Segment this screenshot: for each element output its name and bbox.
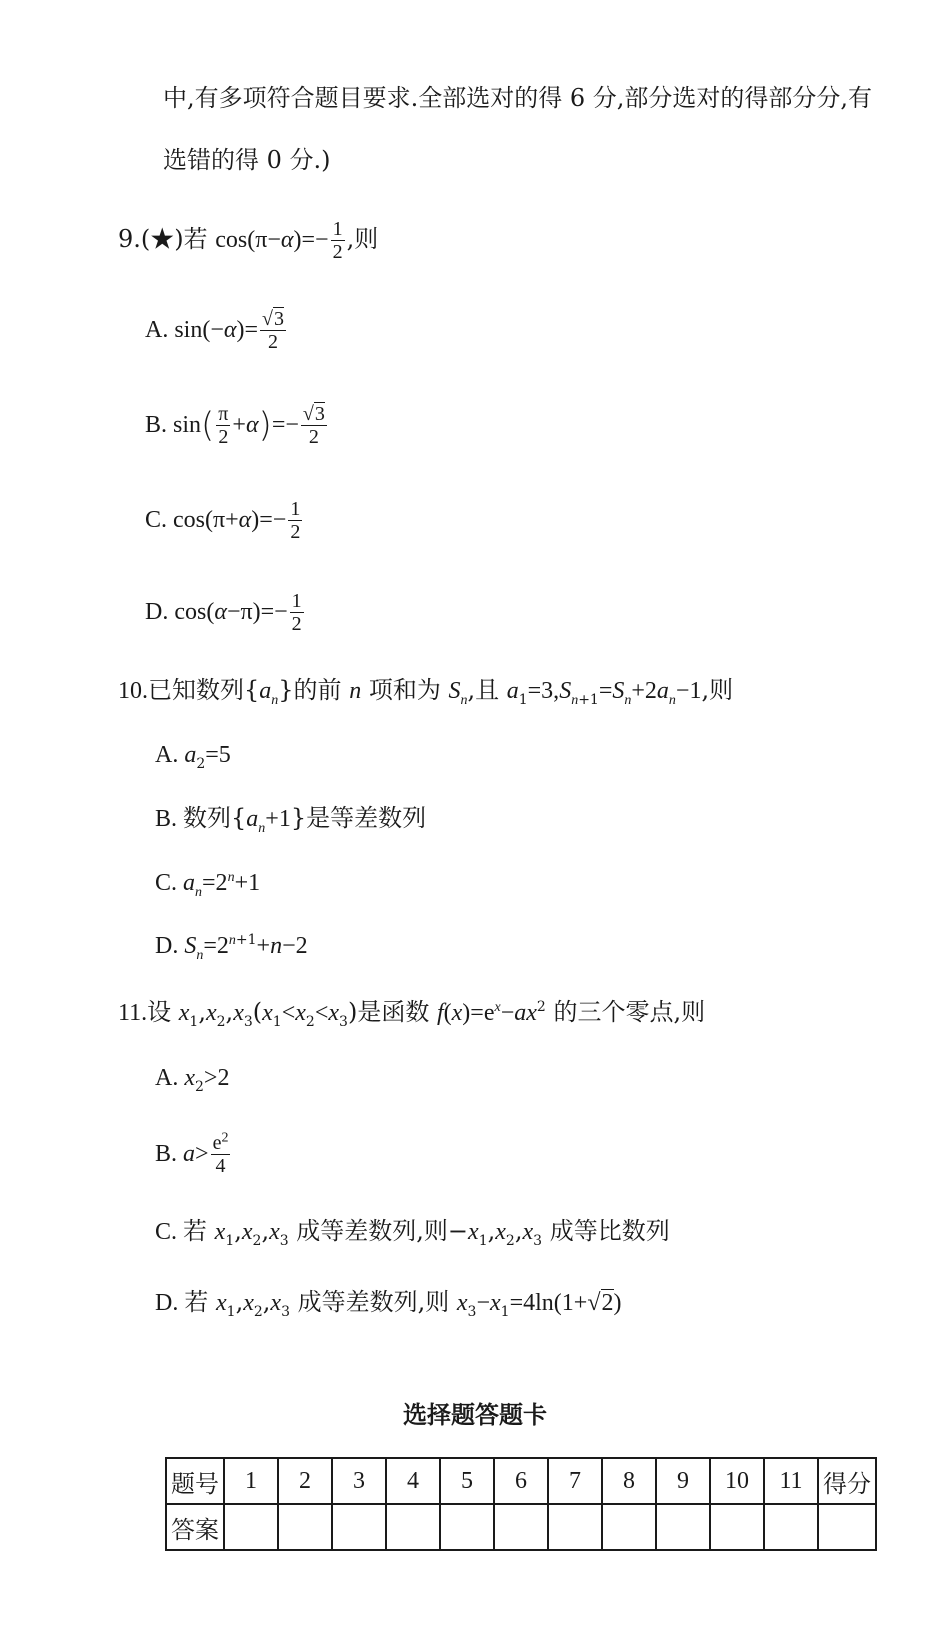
answer-cell[interactable]	[602, 1504, 656, 1550]
question-10-option-a: A. $a_2=5$	[155, 742, 231, 772]
question-11-option-a: A. $x_2>2$	[155, 1065, 230, 1095]
answer-cell[interactable]	[224, 1504, 278, 1550]
question-number-cell: 8	[602, 1458, 656, 1504]
answer-cell[interactable]	[656, 1504, 710, 1550]
question-number-cell: 7	[548, 1458, 602, 1504]
question-9-option-c: C. cos(π+α)=− $\frac{1}{2}$	[145, 498, 301, 543]
instructions-line-2: 选错的得 0 分.)	[163, 146, 331, 174]
star-icon: (★)	[140, 225, 184, 253]
question-number-cell: 10	[710, 1458, 764, 1504]
question-9-option-a: A. sin(−α)= $\frac{√3}{2}$	[145, 308, 284, 353]
answer-cell[interactable]	[764, 1504, 818, 1550]
question-10-stem: 10.已知数列$\{a_n\}$的前 n 项和为 $S_n$,且 $a_1=3,S_{n+1}=S_n+2a_n-1$,则	[118, 676, 734, 708]
answer-card-title: 选择题答题卡	[403, 1401, 547, 1429]
question-9-option-d: D. cos(α−π)=− $\frac{1}{2}$	[145, 590, 302, 635]
question-number-cell: 2	[278, 1458, 332, 1504]
question-number-cell: 9	[656, 1458, 710, 1504]
answer-card-number-row	[166, 1458, 876, 1504]
question-number-cell: 1	[224, 1458, 278, 1504]
row-label-question-number: 题号	[166, 1458, 224, 1504]
answer-card-answer-row	[166, 1504, 876, 1550]
question-10-option-c: C. $a_n=2^n+1$	[155, 870, 261, 900]
answer-card-table	[165, 1457, 877, 1551]
answer-cell[interactable]	[278, 1504, 332, 1550]
question-11-option-d: D. 若 $x_1,x_2,x_3$ 成等差数列,则 $x_3-x_1=4\ln(1+√2)$	[155, 1288, 622, 1320]
question-11-stem: 11.设 $x_1,x_2,x_3(x_1<x_2<x_3)$是函数 $f(x)=e^x-ax^2$ 的三个零点,则	[118, 998, 706, 1030]
question-9-stem: 9.(★)若 cos(π−α)=− $\frac{1}{2}$ ,则	[118, 218, 379, 263]
question-11-option-c: C. 若 $x_1,x_2,x_3$ 成等差数列,则$-x_1,x_2,x_3$ 成等比数列	[155, 1217, 670, 1249]
question-11-option-b: B. a> $\frac{e^2}{4}$	[155, 1130, 229, 1177]
answer-cell[interactable]	[494, 1504, 548, 1550]
answer-cell[interactable]	[710, 1504, 764, 1550]
score-cell[interactable]	[818, 1504, 876, 1550]
answer-cell[interactable]	[440, 1504, 494, 1550]
question-10-option-b: B. 数列$\{a_n+1\}$是等差数列	[155, 804, 427, 836]
answer-cell[interactable]	[332, 1504, 386, 1550]
question-10-option-d: D. $S_n=2^{n+1}+n-2$	[155, 932, 308, 963]
answer-cell[interactable]	[548, 1504, 602, 1550]
question-9-option-b: B. sin( $\frac{\pi}{2}$ +α)=− $\frac{√3}{2}$	[145, 403, 325, 448]
question-number-cell: 3	[332, 1458, 386, 1504]
instructions-line-1: 中,有多项符合题目要求.全部选对的得 6 分,部分选对的得部分分,有	[163, 84, 873, 112]
question-number-cell: 6	[494, 1458, 548, 1504]
row-label-answer: 答案	[166, 1504, 224, 1550]
answer-cell[interactable]	[386, 1504, 440, 1550]
score-label-cell: 得分	[818, 1458, 876, 1504]
question-number-cell: 5	[440, 1458, 494, 1504]
question-number-cell: 4	[386, 1458, 440, 1504]
question-number-cell: 11	[764, 1458, 818, 1504]
